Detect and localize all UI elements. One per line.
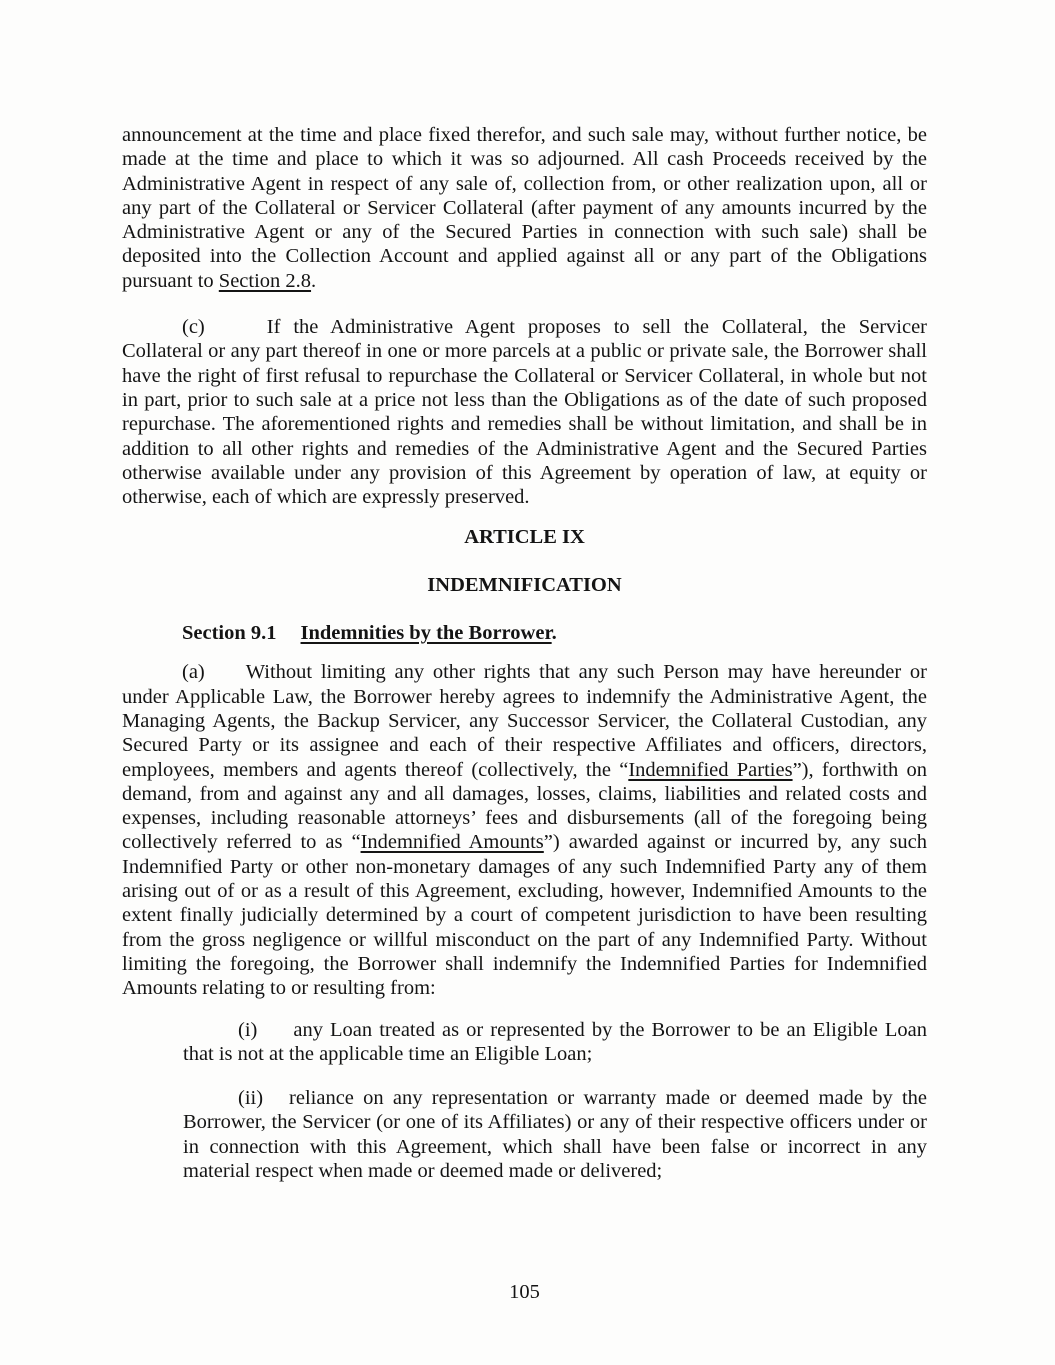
- item-ii-label: (ii): [238, 1087, 264, 1110]
- paragraph-c: [122, 315, 927, 509]
- defined-term-indemnified-amounts: Indemnified Amounts: [360, 831, 544, 854]
- paragraph-intro-period: .: [311, 269, 317, 292]
- article-subheading: INDEMNIFICATION: [427, 573, 622, 596]
- paragraph-a-text-1: Without limiting any other rights that any such Person may have hereunder or under Applicable Law, the Borrower hereby agrees to indemnify the Administrative Agent, the Managing Agents, the Backup Servicer, any Successor Servicer, the Collateral Custodian, any Secured Party or its assignee and each of their respective Affiliates and officers, directors, employees, members and agents thereof (collectively, the “: [122, 661, 927, 781]
- paragraph-c-text: If the Administrative Agent proposes to sell the Collateral, the Servicer Collateral or any part thereof in one or more parcels at a public or private sale, the Borrower shall have the right of first refusal to repurchase the Collateral or Servicer Collateral, in whole but not in part, prior to such sale at a price not less than the Obligations as of the date of such proposed repurchase. The aforementioned rights and remedies shall be without limitation, and shall be in addition to all other rights and remedies of the Administrative Agent and the Secured Parties otherwise available under any provision of this Agreement by operation of law, at equity or otherwise, each of which are expressly preserved.: [122, 316, 927, 509]
- paragraph-intro: [122, 123, 927, 293]
- item-i-label: (i): [238, 1018, 258, 1041]
- tab-spacer: [257, 1035, 293, 1036]
- article-heading: ARTICLE IX: [464, 526, 585, 549]
- list-item-i: [183, 1018, 927, 1067]
- paragraph-a-label: (a): [182, 661, 205, 684]
- tab-spacer: [205, 677, 246, 678]
- section-title-period: .: [551, 622, 557, 645]
- section-title: Indemnities by the Borrower: [300, 622, 552, 645]
- section-number: Section 9.1: [182, 622, 277, 645]
- paragraph-intro-text: announcement at the time and place fixed therefor, and such sale may, without further notice, be made at the time and place to which it was so adjourned. All cash Proceeds received by the Administrative Agent in respect of any sale of, collection from, or other realization upon, all or any part of the Collateral or Servicer Collateral (after payment of any amounts incurred by the Administrative Agent or any of the Secured Parties in connection with such sale) shall be deposited into the Collection Account and applied against all or any part of the Obligations pursuant to: [122, 124, 927, 292]
- paragraph-a-text-2: ”), forthwith on demand, from and against any and all damages, losses, claims, liabilities and related costs and expenses, including reasonable attorneys’ fees and disbursements (all of the foregoing being collectively referred to as “: [122, 758, 927, 854]
- item-i-text: any Loan treated as or represented by the Borrower to be an Eligible Loan that is not at the applicable time an Eligible Loan;: [183, 1018, 927, 1065]
- defined-term-indemnified-parties: Indemnified Parties: [628, 758, 793, 781]
- tab-spacer: [277, 638, 301, 639]
- list-item-ii: [183, 1086, 927, 1183]
- paragraph-a: [122, 660, 927, 1000]
- paragraph-c-label: (c): [182, 316, 205, 339]
- section-9-1-heading: [122, 621, 927, 645]
- cross-reference-section-2-8: Section 2.8: [218, 269, 312, 292]
- item-ii-text: reliance on any representation or warranty made or deemed made by the Borrower, the Servicer (or one of its Affiliates) or any of their respective officers under or in connection with this Agreement, which shall have been false or incorrect in any material respect when made or deemed made or delivered;: [183, 1087, 927, 1182]
- page-number: 105: [509, 1281, 540, 1304]
- paragraph-a-text-3: ”) awarded against or incurred by, any such Indemnified Party or other non-monetary damages of any such Indemnified Party any of them arising out of or as a result of this Agreement, excluding, however, Indemnified Amounts to the extent finally judicially determined by a court of competent jurisdiction to have been resulting from the gross negligence or willful misconduct on the part of any Indemnified Party. Without limiting the foregoing, the Borrower shall indemnify the Indemnified Parties for Indemnified Amounts relating to or resulting from:: [122, 831, 927, 1000]
- tab-spacer: [205, 332, 267, 333]
- tab-spacer: [263, 1103, 289, 1104]
